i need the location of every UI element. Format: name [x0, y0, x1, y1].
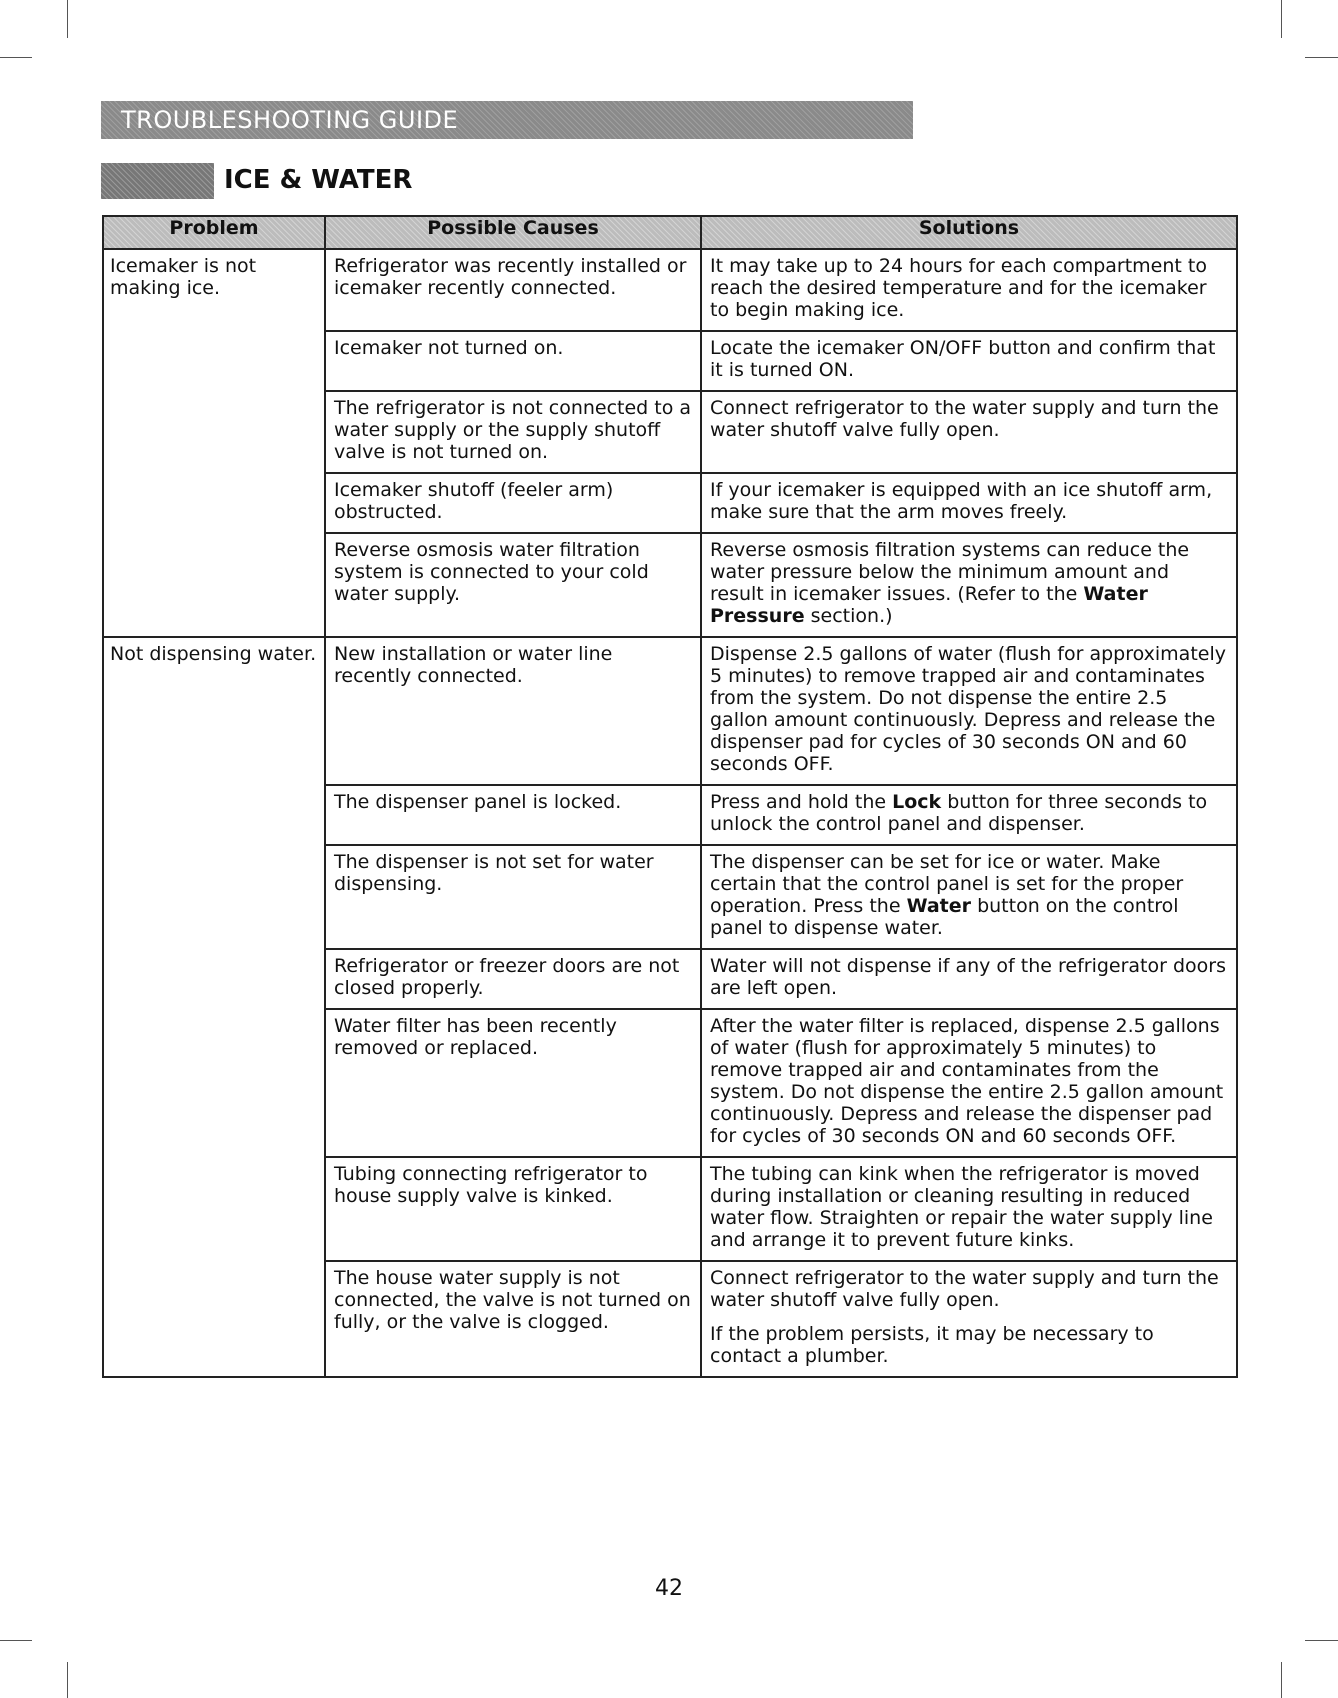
crop-mark [67, 1662, 68, 1698]
crop-mark [0, 1640, 32, 1641]
crop-mark [1281, 1662, 1282, 1698]
problem-cell: Icemaker is not making ice. [103, 249, 325, 637]
column-header-causes: Possible Causes [325, 216, 701, 249]
problem-cell: Not dispensing water. [103, 637, 325, 1377]
cause-cell: Refrigerator was recently installed or icemaker recently connected. [325, 249, 701, 331]
cause-cell: New installation or water line recently connected. [325, 637, 701, 785]
column-header-problem: Problem [103, 216, 325, 249]
solution-bold-term: Lock [892, 791, 942, 813]
cause-cell: The dispenser panel is locked. [325, 785, 701, 845]
solution-text: button on the control panel to dispense water. [710, 895, 1179, 939]
section-marker-block [101, 163, 214, 199]
crop-mark [1305, 57, 1338, 58]
solution-text: button for three seconds to unlock the control panel and dispenser. [710, 791, 1208, 835]
cause-cell: Tubing connecting refrigerator to house supply valve is kinked. [325, 1157, 701, 1261]
table-header-row [103, 216, 1237, 249]
solution-text: Connect refrigerator to the water supply and turn the water shutoff valve fully open. [710, 1267, 1219, 1311]
solution-cell: After the water filter is replaced, dispense 2.5 gallons of water (flush for approximately 5 minutes) to remove trapped air and contaminates from the system. Do not dispense the entire 2.5 gallon amount continuously. Depress and release the dispenser pad for cycles of 30 seconds ON and 60 seconds OFF. [701, 1009, 1237, 1157]
cause-cell: Water filter has been recently removed or replaced. [325, 1009, 701, 1157]
solution-cell: It may take up to 24 hours for each compartment to reach the desired temperature and for the icemaker to begin making ice. [701, 249, 1237, 331]
solution-cell: Locate the icemaker ON/OFF button and confirm that it is turned ON. [701, 331, 1237, 391]
solution-text: Reverse osmosis filtration systems can reduce the water pressure below the minimum amount and result in icemaker issues. (Refer to the [710, 539, 1190, 605]
solution-cell: Connect refrigerator to the water supply and turn the water shutoff valve fully open. [701, 391, 1237, 473]
cause-cell: Icemaker not turned on. [325, 331, 701, 391]
crop-mark [0, 57, 32, 58]
solution-bold-term: Water [906, 895, 972, 917]
section-banner: TROUBLESHOOTING GUIDE [101, 101, 913, 139]
cause-cell: The dispenser is not set for water dispensing. [325, 845, 701, 949]
cause-cell: Reverse osmosis water filtration system is connected to your cold water supply. [325, 533, 701, 637]
solution-cell [701, 533, 1237, 637]
crop-mark [1281, 0, 1282, 38]
solution-text: The dispenser can be set for ice or water. Make certain that the control panel is set for the proper operation. Press the [710, 851, 1184, 917]
solution-cell [701, 845, 1237, 949]
solution-cell: Water will not dispense if any of the refrigerator doors are left open. [701, 949, 1237, 1009]
cause-cell: Refrigerator or freezer doors are not closed properly. [325, 949, 701, 1009]
solution-cell [701, 1261, 1237, 1377]
table-row [103, 637, 1237, 785]
cause-cell: The refrigerator is not connected to a water supply or the supply shutoff valve is not turned on. [325, 391, 701, 473]
column-header-solutions: Solutions [701, 216, 1237, 249]
table-row [103, 249, 1237, 331]
solution-bold-term: Water Pressure [710, 583, 1148, 627]
section-title: ICE & WATER [224, 165, 413, 195]
crop-mark [1305, 1640, 1338, 1641]
crop-mark [67, 0, 68, 38]
page-number: 42 [655, 1576, 683, 1601]
cause-cell: Icemaker shutoff (feeler arm) obstructed. [325, 473, 701, 533]
solution-cell: If your icemaker is equipped with an ice shutoff arm, make sure that the arm moves freely. [701, 473, 1237, 533]
solution-text: Press and hold the [710, 791, 893, 813]
solution-cell [701, 785, 1237, 845]
troubleshooting-table [102, 215, 1238, 1378]
solution-text: section.) [804, 605, 893, 627]
solution-extra-text: If the problem persists, it may be necessary to contact a plumber. [710, 1323, 1154, 1367]
cause-cell: The house water supply is not connected, the valve is not turned on fully, or the valve is clogged. [325, 1261, 701, 1377]
solution-cell: The tubing can kink when the refrigerator is moved during installation or cleaning resulting in reduced water flow. Straighten or repair the water supply line and arrange it to prevent future kinks. [701, 1157, 1237, 1261]
solution-cell: Dispense 2.5 gallons of water (flush for approximately 5 minutes) to remove trapped air and contaminates from the system. Do not dispense the entire 2.5 gallon amount continuously. Depress and release the dispenser pad for cycles of 30 seconds ON and 60 seconds OFF. [701, 637, 1237, 785]
